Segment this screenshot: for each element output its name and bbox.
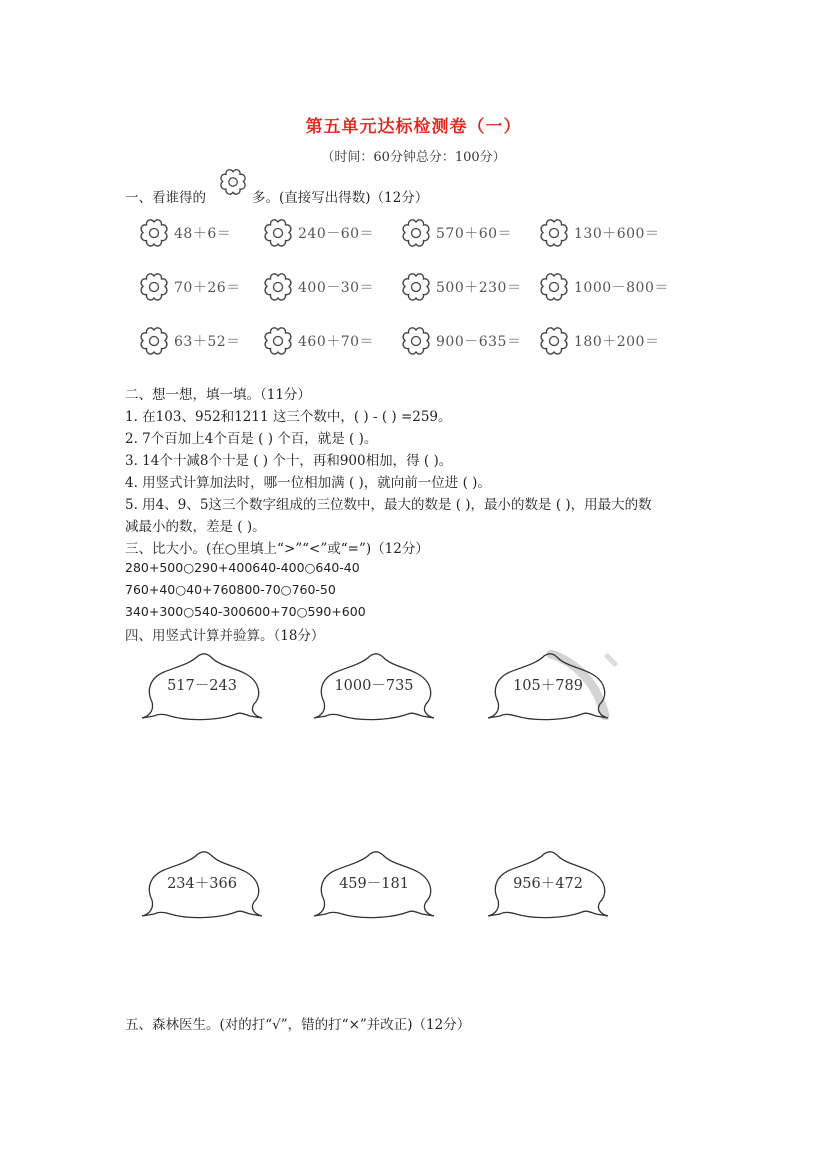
question-1: 1. 在103、952和1211 这三个数中，( ) - ( ) =259。 xyxy=(125,409,452,425)
flower-icon xyxy=(538,272,570,302)
compare-row: 760+40○40+760800-70○760-50 xyxy=(125,582,336,597)
question-2: 2. 7个百加上4个百是 ( ) 个百，就是 ( )。 xyxy=(125,431,378,447)
question-5-line2: 减最小的数，差是 ( )。 xyxy=(125,519,266,535)
page-subtitle: （时间：60分钟总分：100分） xyxy=(321,150,506,165)
exercise-expression: 240－60＝ xyxy=(298,226,375,242)
flower-icon xyxy=(138,326,170,356)
exercise-item xyxy=(138,218,231,248)
exercise-expression: 1000－800＝ xyxy=(574,280,669,296)
flower-icon xyxy=(138,272,170,302)
calculation-peach xyxy=(312,850,436,922)
calculation-peach xyxy=(140,850,264,922)
exercise-item xyxy=(538,272,669,302)
section1-heading-before: 一、看谁得的 xyxy=(125,190,206,206)
flower-icon xyxy=(262,218,294,248)
exercise-expression: 570＋60＝ xyxy=(436,226,513,242)
section2-heading: 二、想一想，填一填。（11分） xyxy=(125,387,311,403)
exercise-expression: 130＋600＝ xyxy=(574,226,660,242)
question-5-line1: 5. 用4、9、5这三个数字组成的三位数中，最大的数是 ( )，最小的数是 ( )，用最大的数 xyxy=(125,497,652,513)
flower-icon xyxy=(538,326,570,356)
flower-icon xyxy=(218,167,248,197)
flower-icon xyxy=(400,326,432,356)
exercise-item xyxy=(138,326,241,356)
exercise-item xyxy=(400,272,521,302)
question-4: 4. 用竖式计算加法时，哪一位相加满 ( )，就向前一位进 ( )。 xyxy=(125,475,491,491)
exercise-expression: 900－635＝ xyxy=(436,334,522,350)
calculation-expression: 1000－735 xyxy=(334,678,414,694)
exercise-expression: 180＋200＝ xyxy=(574,334,660,350)
exercise-item xyxy=(138,272,241,302)
calculation-peach xyxy=(140,652,264,724)
exercise-expression: 63＋52＝ xyxy=(174,334,241,350)
exercise-item xyxy=(262,272,374,302)
exercise-expression: 500＋230＝ xyxy=(436,280,522,296)
calculation-expression: 105＋789 xyxy=(513,678,583,694)
section5-heading: 五、森林医生。(对的打“√”，错的打“×”并改正)（12分） xyxy=(125,1017,471,1033)
calculation-expression: 956＋472 xyxy=(513,876,583,892)
section4-heading: 四、用竖式计算并验算。（18分） xyxy=(125,628,325,644)
section1-heading-after: 多。(直接写出得数)（12分） xyxy=(252,190,429,206)
flower-icon xyxy=(262,272,294,302)
flower-icon xyxy=(538,218,570,248)
page-title: 第五单元达标检测卷（一） xyxy=(305,117,522,137)
section3-heading: 三、比大小。(在○里填上“>”“<”或“=”)（12分） xyxy=(125,541,429,557)
calculation-peach xyxy=(486,652,610,724)
flower-icon xyxy=(400,218,432,248)
exercise-item xyxy=(400,218,512,248)
exercise-item xyxy=(262,326,374,356)
exercise-expression: 48＋6＝ xyxy=(174,226,232,242)
flower-icon xyxy=(400,272,432,302)
flower-icon xyxy=(138,218,170,248)
calculation-expression: 517－243 xyxy=(167,678,237,694)
exercise-expression: 400－30＝ xyxy=(298,280,375,296)
exercise-item xyxy=(538,218,659,248)
calculation-peach xyxy=(312,652,436,724)
question-3: 3. 14个十减8个十是 ( ) 个十，再和900相加，得 ( )。 xyxy=(125,453,453,469)
calculation-expression: 234＋366 xyxy=(167,876,237,892)
calculation-expression: 459－181 xyxy=(339,876,409,892)
calculation-peach xyxy=(486,850,610,922)
compare-row: 340+300○540-300600+70○590+600 xyxy=(125,604,366,619)
exercise-item xyxy=(538,326,659,356)
compare-row: 280+500○290+400640-400○640-40 xyxy=(125,560,360,575)
exercise-item xyxy=(400,326,521,356)
flower-icon xyxy=(262,326,294,356)
exercise-item xyxy=(262,218,374,248)
exercise-expression: 70＋26＝ xyxy=(174,280,241,296)
exercise-expression: 460＋70＝ xyxy=(298,334,375,350)
